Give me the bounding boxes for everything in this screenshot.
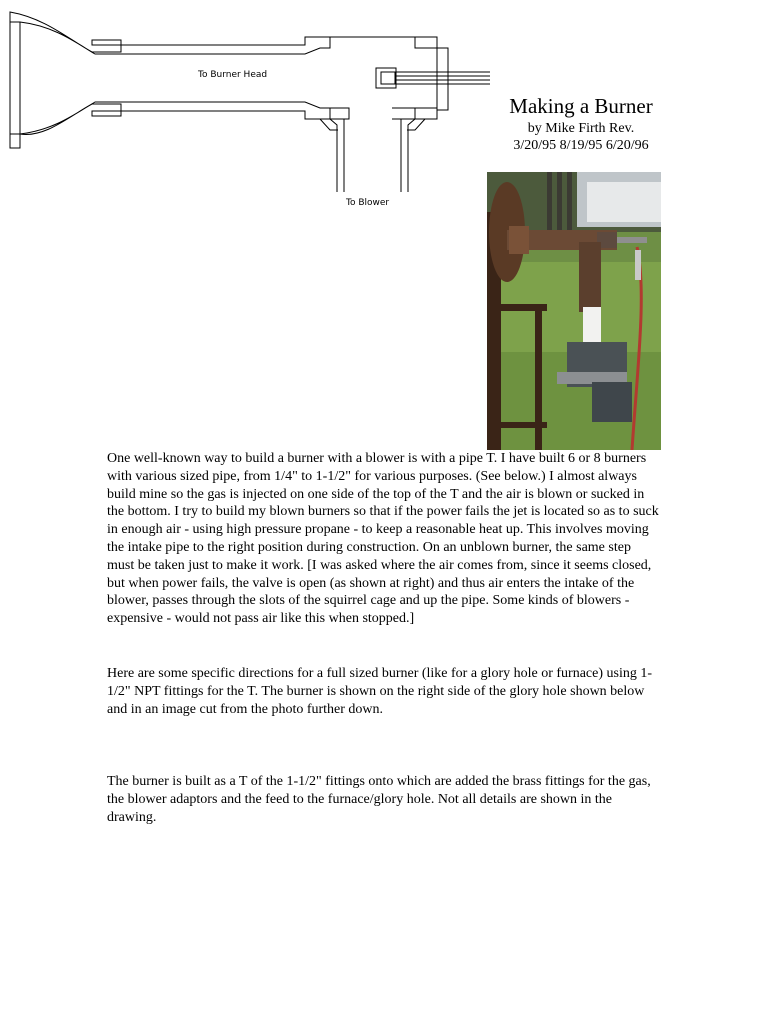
paragraph-construction: The burner is built as a T of the 1-1/2" fittings onto which are added the brass fittings for the gas, the blower adaptors and the feed to the furnace/glory hole. Not all details are shown in the drawing. [107,774,651,825]
byline: by Mike Firth Rev. [527,121,635,136]
gas-fitting [376,68,396,88]
revision-dates: 3/20/95 8/19/95 6/20/96 [513,138,649,153]
paragraph-directions: Here are some specific directions for a full sized burner (like for a glory hole or furnace) using 1-1/2" NPT fittings for the T. The burner is shown on the right side of the glory hole shown below and in an image cut from the photo further down. [107,666,653,717]
title-block [498,92,664,154]
blower-label: To Blower [346,198,390,208]
burner-photo [487,172,661,450]
flare-outline [10,12,330,148]
tee-body [330,37,437,48]
burner-head-label: To Burner Head [198,70,268,80]
flare-lower [20,102,330,134]
page-title: Making a Burner [509,94,653,118]
burner-photo-svg [487,172,661,450]
burner-diagram [0,0,500,215]
paragraph-intro: One well-known way to build a burner with a blower is with a pipe T. I have built 6 or 8 burners with various sized pipe, from 1/4" to 1-1/2" for various purposes. (See below.) I almost always build mine so the gas is injected on one side of the top of the T and the air is blown or sucked in the bottom. I try to build my blown burners so that if the power fails the jet is located so as to suck in enough air - using high pressure propane - to keep a reasonable heat up. This involves moving the intake pipe to the right position during construction. On an unblown burner, the same step must be taken just to make it work. [I was asked where the air comes from, since it seems closed, but when power fails, the valve is open (as shown at right) and thus air enters the intake of the blower, passes through the slots of the squirrel cage and up the pipe. Some kinds of blowers - expensive - would not pass air like this when stopped.] [107,451,659,627]
burner-diagram-svg [0,0,500,215]
